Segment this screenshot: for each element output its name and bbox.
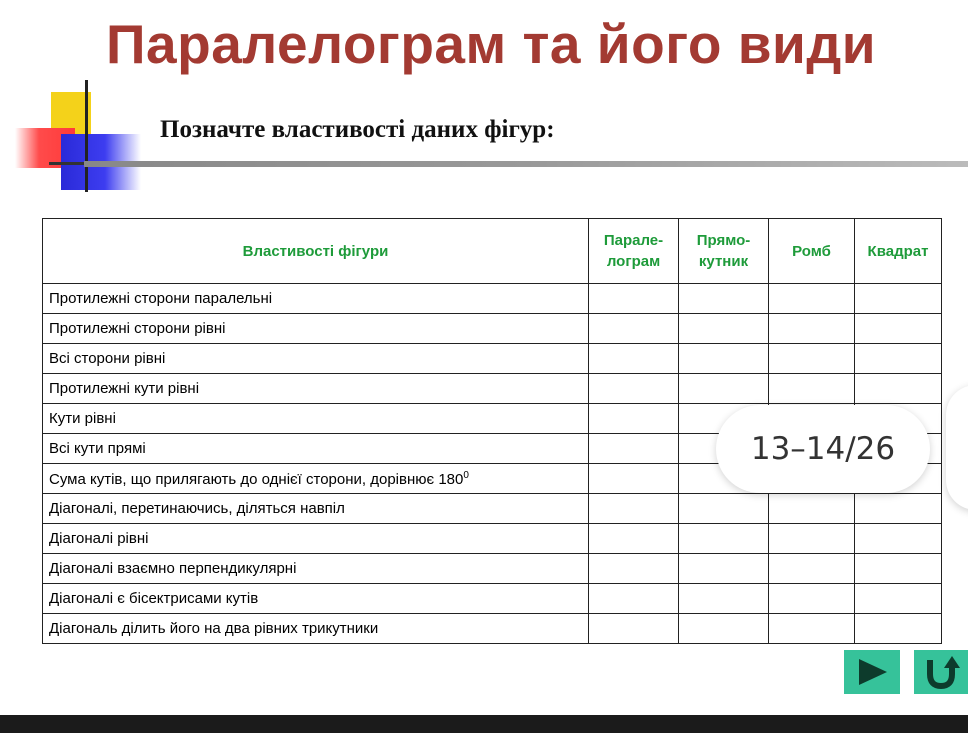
table-row: [43, 374, 942, 404]
cell-rhombus[interactable]: [769, 614, 855, 644]
cell-parallelogram[interactable]: [589, 404, 679, 434]
cell-parallelogram[interactable]: [589, 494, 679, 524]
cell-parallelogram[interactable]: [589, 584, 679, 614]
slide-subtitle: Позначте властивості даних фігур:: [160, 116, 555, 143]
header-rectangle-line2: кутник: [698, 253, 749, 270]
cell-rectangle[interactable]: [679, 524, 769, 554]
header-parallelogram-line1: Парале-: [603, 232, 664, 249]
cell-rectangle[interactable]: [679, 374, 769, 404]
cell-rectangle[interactable]: [679, 494, 769, 524]
side-handle[interactable]: [946, 385, 968, 510]
row-label: Кути рівні: [43, 404, 589, 434]
cell-square[interactable]: [855, 284, 942, 314]
header-square: Квадрат: [855, 219, 942, 284]
row-label: Всі кути прямі: [43, 434, 589, 464]
slide-title: Паралелограм та його види: [106, 13, 877, 75]
title-divider: [84, 161, 968, 167]
cell-parallelogram[interactable]: [589, 464, 679, 494]
cell-rhombus[interactable]: [769, 344, 855, 374]
cell-square[interactable]: [855, 494, 942, 524]
cell-rhombus[interactable]: [769, 524, 855, 554]
row-label: Протилежні сторони рівні: [43, 314, 589, 344]
cell-square[interactable]: [855, 614, 942, 644]
cell-parallelogram[interactable]: [589, 524, 679, 554]
return-button[interactable]: [914, 650, 968, 694]
decorative-squares: [15, 88, 145, 196]
table-row: [43, 284, 942, 314]
table-row: [43, 584, 942, 614]
table-row: [43, 614, 942, 644]
header-parallelogram-line2: лограм: [606, 253, 661, 270]
table-row: [43, 344, 942, 374]
cell-parallelogram[interactable]: [589, 314, 679, 344]
cell-parallelogram[interactable]: [589, 554, 679, 584]
table-row: [43, 524, 942, 554]
cell-parallelogram[interactable]: [589, 344, 679, 374]
row-label-text: Сума кутів, що прилягають до однієї сторони, дорівнює 180: [49, 470, 464, 488]
row-label: Діагональ ділить його на два рівних трикутники: [43, 614, 589, 644]
cell-parallelogram[interactable]: [589, 284, 679, 314]
u-turn-arrow-icon: [922, 654, 962, 690]
cell-rectangle[interactable]: [679, 614, 769, 644]
cell-square[interactable]: [855, 524, 942, 554]
row-label: Діагоналі взаємно перпендикулярні: [43, 554, 589, 584]
cell-parallelogram[interactable]: [589, 374, 679, 404]
row-label-angle-sum: [43, 464, 589, 494]
degree-superscript: 0: [463, 469, 469, 481]
cell-rectangle[interactable]: [679, 314, 769, 344]
cell-rhombus[interactable]: [769, 584, 855, 614]
row-label: Протилежні сторони паралельні: [43, 284, 589, 314]
cell-square[interactable]: [855, 584, 942, 614]
header-rectangle: [679, 219, 769, 284]
play-triangle-icon: [855, 657, 889, 687]
page-indicator: 13–14/26: [716, 405, 930, 493]
cell-parallelogram[interactable]: [589, 434, 679, 464]
row-label: Діагоналі, перетинаючись, діляться навпіл: [43, 494, 589, 524]
cell-parallelogram[interactable]: [589, 614, 679, 644]
next-slide-button[interactable]: [844, 650, 900, 694]
row-label: Діагоналі рівні: [43, 524, 589, 554]
cell-rhombus[interactable]: [769, 374, 855, 404]
cell-rhombus[interactable]: [769, 494, 855, 524]
cell-rhombus[interactable]: [769, 284, 855, 314]
cell-rhombus[interactable]: [769, 314, 855, 344]
row-label: Протилежні кути рівні: [43, 374, 589, 404]
cell-rectangle[interactable]: [679, 584, 769, 614]
cell-rectangle[interactable]: [679, 284, 769, 314]
header-rhombus: Ромб: [769, 219, 855, 284]
table-header-row: [43, 219, 942, 284]
cell-square[interactable]: [855, 554, 942, 584]
cell-square[interactable]: [855, 374, 942, 404]
cell-square[interactable]: [855, 344, 942, 374]
header-rectangle-line1: Прямо-: [696, 232, 751, 249]
cell-rectangle[interactable]: [679, 554, 769, 584]
table-row: [43, 554, 942, 584]
header-parallelogram: [589, 219, 679, 284]
row-label: Діагоналі є бісектрисами кутів: [43, 584, 589, 614]
bottom-bar: [0, 715, 968, 733]
cell-square[interactable]: [855, 314, 942, 344]
header-properties: Властивості фігури: [43, 219, 589, 284]
cell-rectangle[interactable]: [679, 344, 769, 374]
cell-rhombus[interactable]: [769, 554, 855, 584]
table-row: [43, 314, 942, 344]
vertical-line: [85, 80, 88, 192]
row-label: Всі сторони рівні: [43, 344, 589, 374]
table-row: [43, 494, 942, 524]
